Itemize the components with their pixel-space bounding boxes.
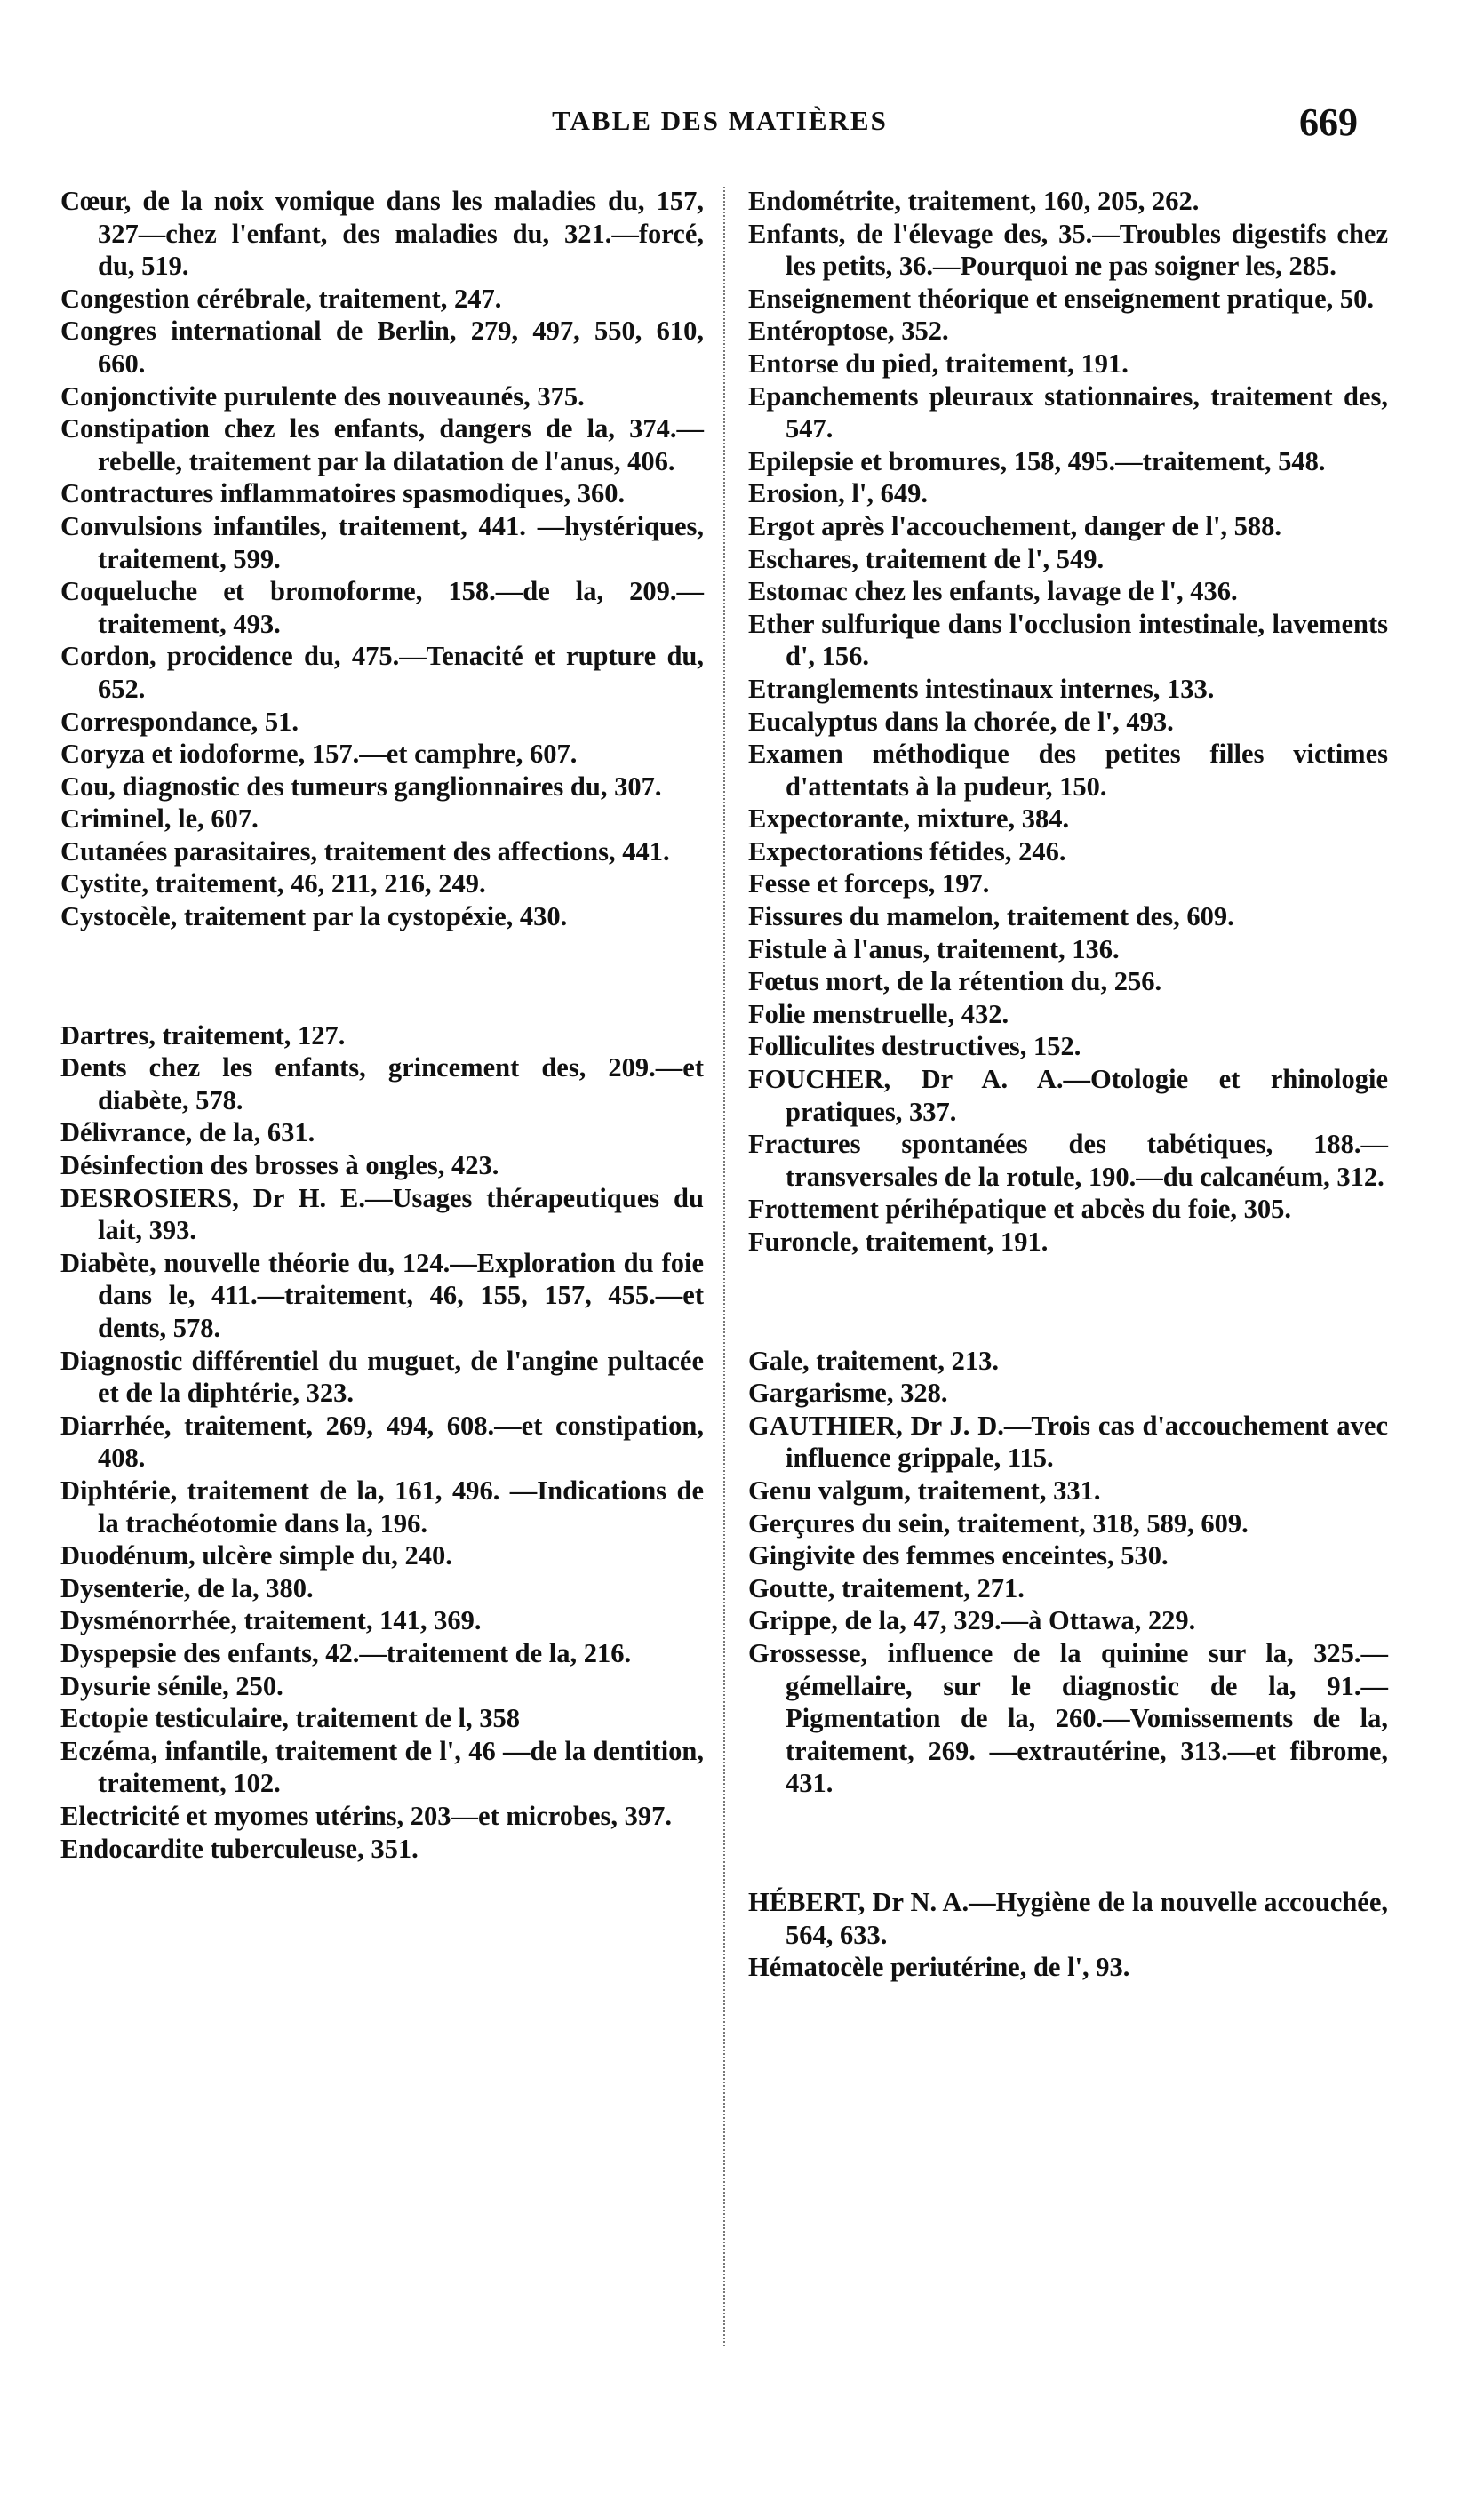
index-entry: Expectorations fétides, 246. <box>748 835 1066 867</box>
index-entry: Congres international de Berlin, 279, 497, 550, 610, 660. <box>60 316 704 379</box>
index-entry: Délivrance, de la, 631. <box>60 1117 315 1148</box>
index-entry: Fistule à l'anus, traitement, 136. <box>748 933 1120 964</box>
index-entry: Enfants, de l'élevage des, 35.—Troubles digestifs chez les petits, 36.—Pourquoi ne pas soigner les, 285. <box>748 218 1388 282</box>
index-entry: Folliculites destructives, 152. <box>748 1031 1081 1062</box>
index-entry: Dartres, traitement, 127. <box>60 1019 346 1051</box>
index-entry: Folie menstruelle, 432. <box>748 998 1009 1029</box>
index-entry: Enseignement théorique et enseignement pratique, 50. <box>748 283 1374 314</box>
index-entry: Goutte, traitement, 271. <box>748 1572 1025 1603</box>
index-entry: Diphtérie, traitement de la, 161, 496. —Indications de la trachéotomie dans la, 196. <box>60 1475 704 1539</box>
index-entry: Fœtus mort, de la rétention du, 256. <box>748 966 1162 997</box>
index-entry: Criminel, le, 607. <box>60 803 259 835</box>
index-entry: Cutanées parasitaires, traitement des affections, 441. <box>60 835 670 867</box>
index-entry: Hématocèle periutérine, de l', 93. <box>748 1952 1130 1983</box>
index-entry: Grossesse, influence de la quinine sur la, 325.—gémellaire, sur le diagnostic de la, 91.—Pigmentation de la, 260.—Vomissements de la, traitement, 269. —extrautérine, 313.—et fibrome, 431. <box>748 1637 1388 1799</box>
index-entry: Cordon, procidence du, 475.—Tenacité et rupture du, 652. <box>60 641 704 704</box>
index-entry: Examen méthodique des petites filles victimes d'attentats à la pudeur, 150. <box>748 739 1388 802</box>
section-gap <box>60 960 704 992</box>
index-entry: Fesse et forceps, 197. <box>748 868 990 899</box>
index-entry: Constipation chez les enfants, dangers de la, 374.—rebelle, traitement par la dilatation de l'anus, 406. <box>60 413 704 476</box>
running-title: TABLE DES MATIÈRES <box>552 105 888 136</box>
index-entry: Cystocèle, traitement par la cystopéxie, 430. <box>60 901 568 932</box>
section-gap <box>748 1285 1388 1317</box>
index-entry: Duodénum, ulcère simple du, 240. <box>60 1540 452 1571</box>
index-entry: Cystite, traitement, 46, 211, 216, 249. <box>60 868 486 899</box>
left-column <box>60 185 704 1865</box>
index-entry: Etranglements intestinaux internes, 133. <box>748 673 1215 704</box>
index-entry: Ectopie testiculaire, traitement de l, 358 <box>60 1703 520 1734</box>
index-entry: Coqueluche et bromoforme, 158.—de la, 209.—traitement, 493. <box>60 576 704 639</box>
page-number: 669 <box>1299 100 1358 144</box>
index-entry: Endométrite, traitement, 160, 205, 262. <box>748 186 1200 216</box>
index-entry: Ether sulfurique dans l'occlusion intestinale, lavements d', 156. <box>748 608 1388 672</box>
index-entry: Fissures du mamelon, traitement des, 609. <box>748 901 1234 932</box>
index-entry: Eschares, traitement de l', 549. <box>748 543 1105 574</box>
index-entry: Diagnostic différentiel du muguet, de l'angine pultacée et de la diphtérie, 323. <box>60 1345 704 1409</box>
index-entry: Epanchements pleuraux stationnaires, traitement des, 547. <box>748 380 1388 444</box>
index-entry: Désinfection des brosses à ongles, 423. <box>60 1150 499 1181</box>
index-entry: Dysurie sénile, 250. <box>60 1670 283 1701</box>
index-entry: Eucalyptus dans la chorée, de l', 493. <box>748 706 1174 737</box>
index-entry: Dyspepsie des enfants, 42.—traitement de la, 216. <box>60 1637 632 1668</box>
index-entry: Entorse du pied, traitement, 191. <box>748 348 1129 379</box>
index-entry: HÉBERT, Dr N. A.—Hygiène de la nouvelle accouchée, 564, 633. <box>748 1886 1388 1950</box>
index-entry: FOUCHER, Dr A. A.—Otologie et rhinologie pratiques, 337. <box>748 1064 1388 1127</box>
index-entry: Frottement périhépatique et abcès du foie, 305. <box>748 1194 1292 1225</box>
index-entry: Expectorante, mixture, 384. <box>748 803 1070 835</box>
index-entry: Genu valgum, traitement, 331. <box>748 1475 1101 1506</box>
index-entry: Cœur, de la noix vomique dans les maladies du, 157, 327—chez l'enfant, des maladies du, 321.—forcé, du, 519. <box>60 186 704 282</box>
index-entry: Conjonctivite purulente des nouveaunés, 375. <box>60 380 585 412</box>
index-entry: Coryza et iodoforme, 157.—et camphre, 607. <box>60 739 578 770</box>
page-header <box>62 100 1377 153</box>
index-entry: Diarrhée, traitement, 269, 494, 608.—et constipation, 408. <box>60 1410 704 1474</box>
index-entry: Dents chez les enfants, grincement des, 209.—et diabète, 578. <box>60 1052 704 1115</box>
index-entry: DESROSIERS, Dr H. E.—Usages thérapeutiques du lait, 393. <box>60 1182 704 1246</box>
index-entry: Gargarisme, 328. <box>748 1378 948 1409</box>
index-entry: Congestion cérébrale, traitement, 247. <box>60 283 502 314</box>
index-entry: Fractures spontanées des tabétiques, 188.—transversales de la rotule, 190.—du calcanéum, 312. <box>748 1129 1388 1192</box>
index-entry: Epilepsie et bromures, 158, 495.—traitement, 548. <box>748 445 1326 476</box>
index-entry: Correspondance, 51. <box>60 706 299 737</box>
index-entry: Convulsions infantiles, traitement, 441. —hystériques, traitement, 599. <box>60 510 704 574</box>
index-entry: Diabète, nouvelle théorie du, 124.—Exploration du foie dans le, 411.—traitement, 46, 155, 157, 455.—et dents, 578. <box>60 1247 704 1343</box>
index-entry: Eczéma, infantile, traitement de l', 46 —de la dentition, traitement, 102. <box>60 1735 704 1799</box>
index-entry: Entéroptose, 352. <box>748 316 949 347</box>
index-entry: Gerçures du sein, traitement, 318, 589, 609. <box>748 1507 1249 1539</box>
index-entry: GAUTHIER, Dr J. D.—Trois cas d'accouchement avec influence grippale, 115. <box>748 1410 1388 1474</box>
index-entry: Contractures inflammatoires spasmodiques, 360. <box>60 478 626 509</box>
index-entry: Gingivite des femmes enceintes, 530. <box>748 1540 1169 1571</box>
index-entry: Furoncle, traitement, 191. <box>748 1227 1049 1257</box>
index-entry: Dysménorrhée, traitement, 141, 369. <box>60 1605 482 1636</box>
index-entry: Cou, diagnostic des tumeurs ganglionnaires du, 307. <box>60 771 662 802</box>
index-entry: Dysenterie, de la, 380. <box>60 1572 314 1603</box>
index-entry: Gale, traitement, 213. <box>748 1345 1000 1376</box>
column-divider <box>723 187 725 2346</box>
index-entry: Electricité et myomes utérins, 203—et microbes, 397. <box>60 1800 673 1831</box>
index-entry: Grippe, de la, 47, 329.—à Ottawa, 229. <box>748 1605 1196 1636</box>
section-gap <box>748 1827 1388 1859</box>
index-entry: Erosion, l', 649. <box>748 478 928 509</box>
right-column <box>748 185 1388 1984</box>
index-entry: Endocardite tuberculeuse, 351. <box>60 1833 419 1864</box>
index-entry: Ergot après l'accouchement, danger de l', 588. <box>748 510 1282 541</box>
index-entry: Estomac chez les enfants, lavage de l', 436. <box>748 576 1238 607</box>
